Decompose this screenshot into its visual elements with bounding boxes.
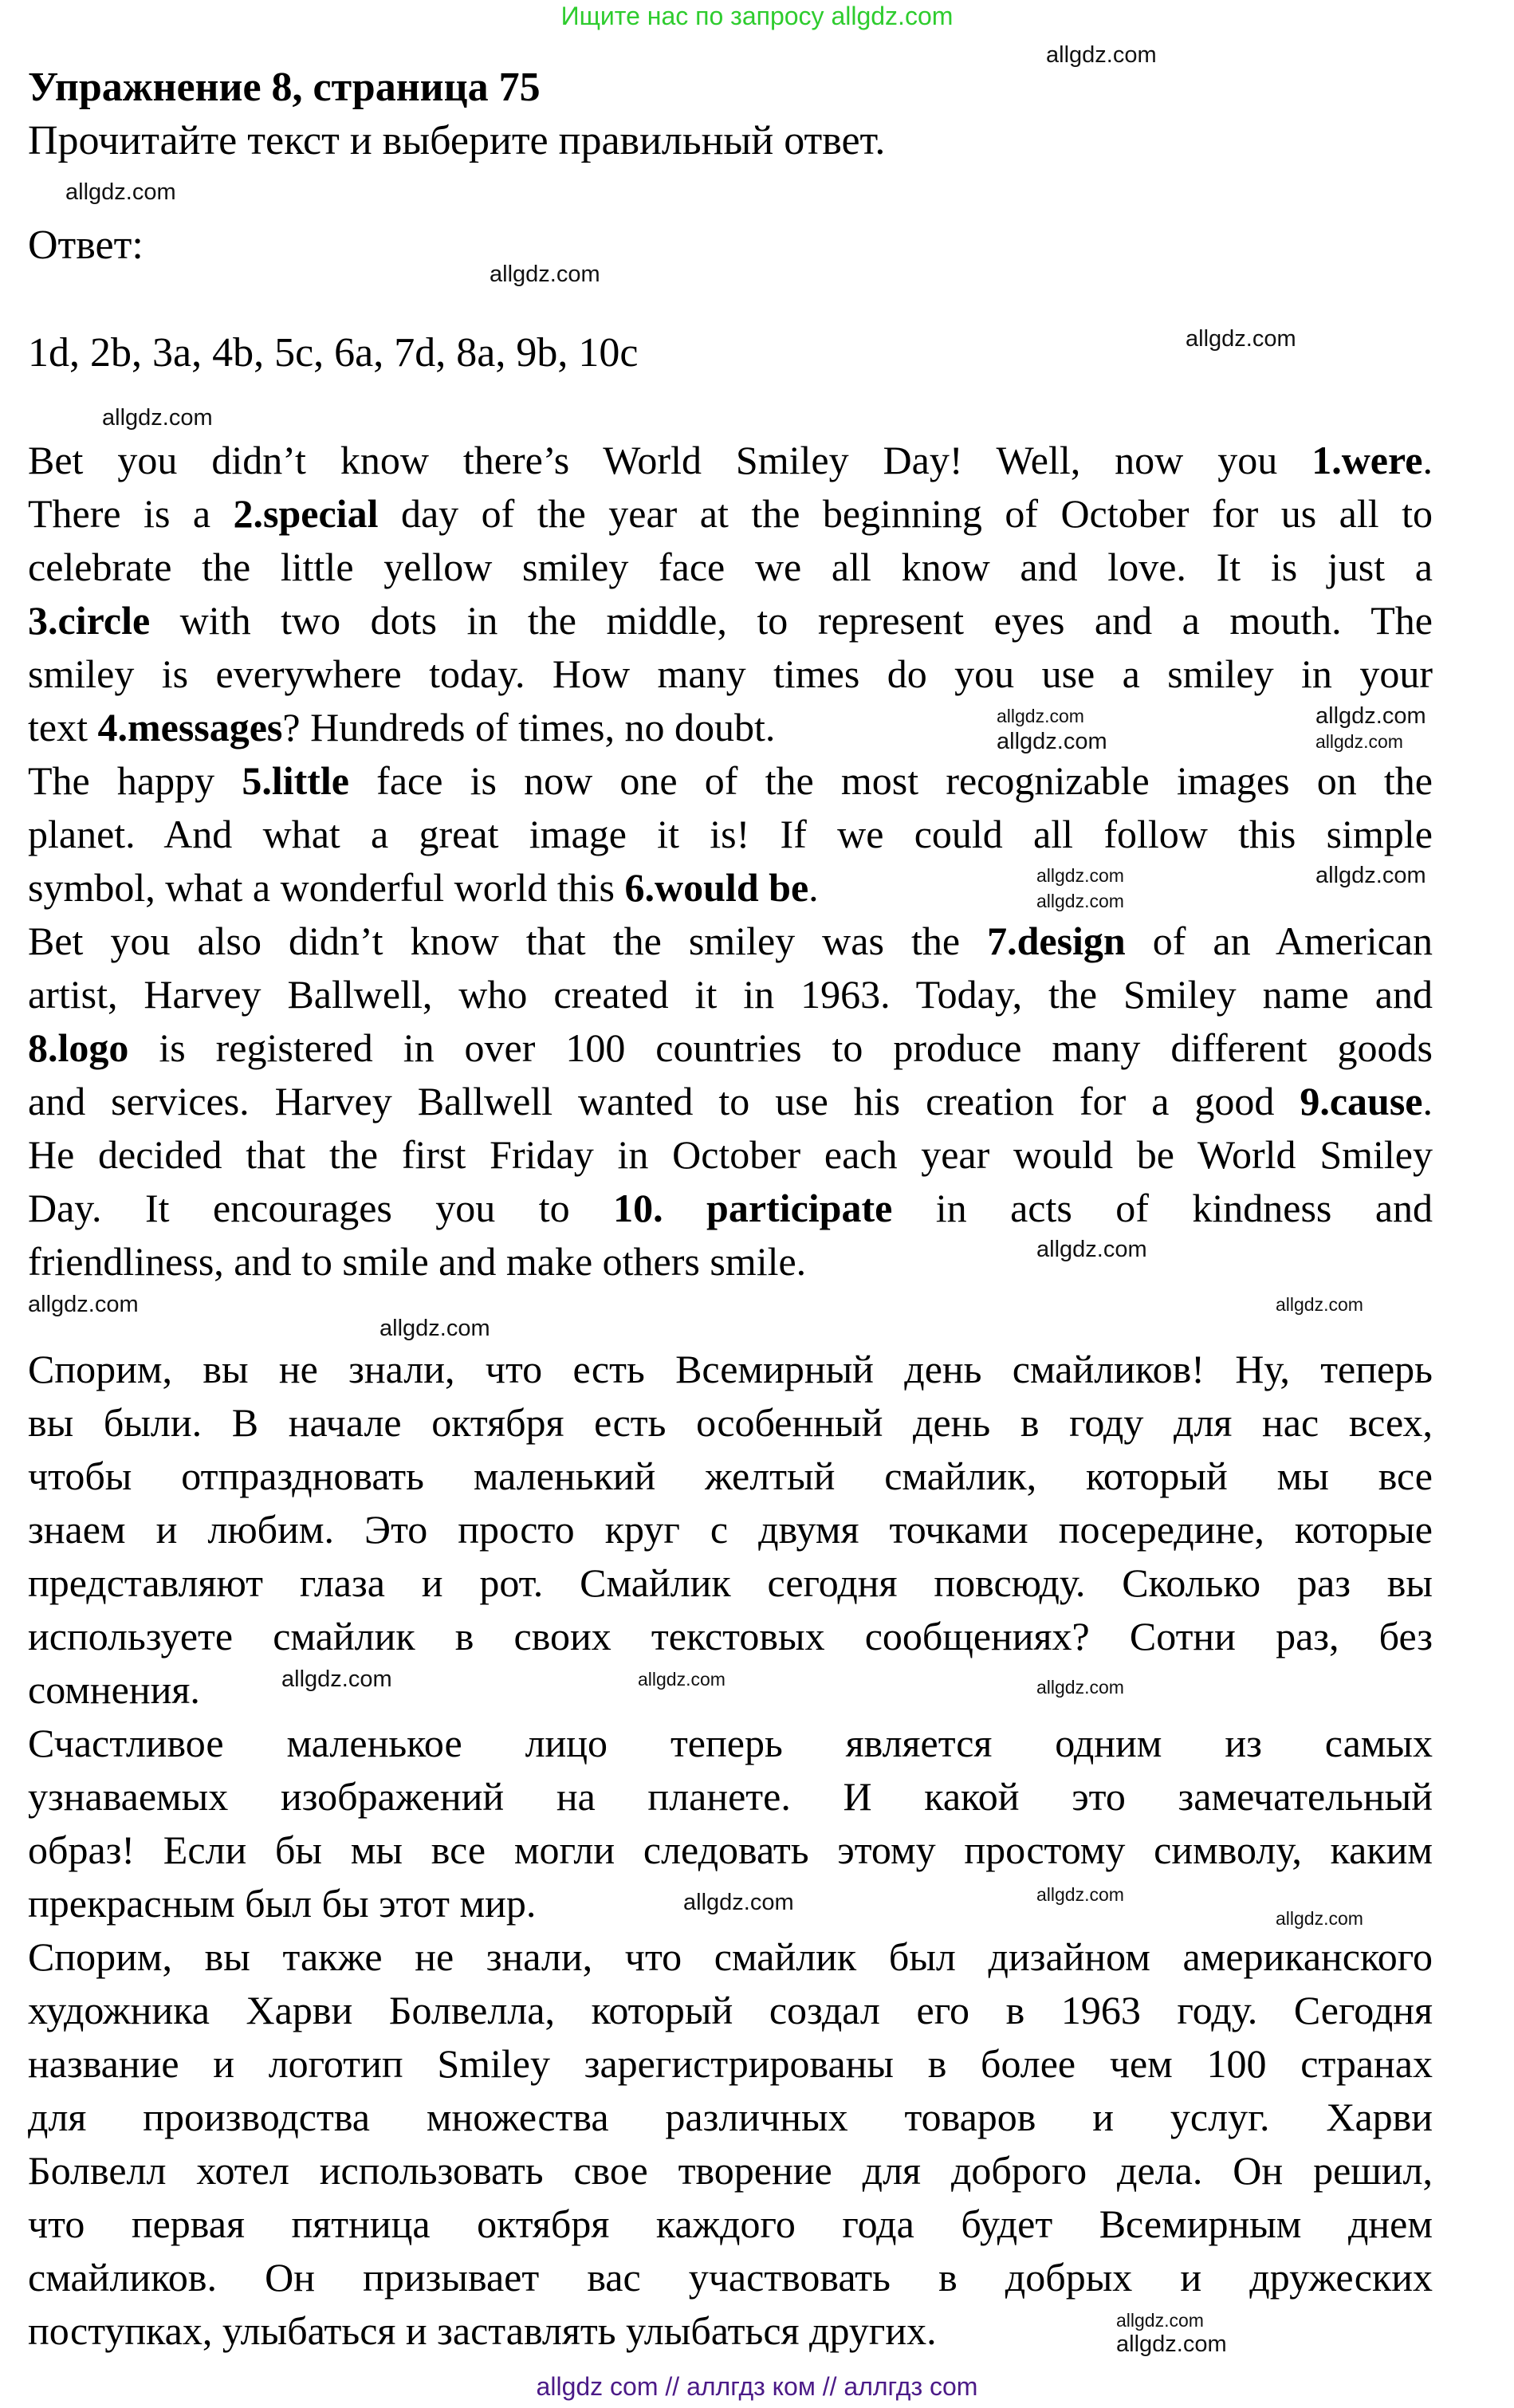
text-segment: day of the year at the beginning of October for us all to (378, 491, 1433, 536)
text-segment: представляют глаза и рот. Смайлик сегодня повсюду. Сколько раз вы (28, 1560, 1433, 1605)
watermark: allgdz.com (1116, 2310, 1204, 2331)
text-segment: Bet you didn’t know there’s World Smiley Day! Well, now you (28, 438, 1312, 482)
watermark: allgdz.com (1036, 1884, 1124, 1905)
text-line (28, 1877, 536, 1930)
text-line (28, 2091, 1433, 2144)
text-line (28, 1770, 1433, 1824)
text-line (28, 1556, 1433, 1610)
text-line (28, 2304, 937, 2358)
watermark: allgdz.com (490, 262, 600, 287)
footer-links: allgdz com // аллгдз ком // аллгдз com (536, 2372, 978, 2401)
text-segment: Day. It encourages you to (28, 1186, 614, 1230)
answer-word: 9.cause (1300, 1079, 1423, 1123)
text-segment: artist, Harvey Ballwell, who created it in 1963. Today, the Smiley name and (28, 972, 1433, 1017)
text-segment: . (1422, 438, 1433, 482)
text-line (28, 754, 1433, 808)
text-segment: художника Харви Болвелла, который создал его в 1963 году. Сегодня (28, 1988, 1433, 2032)
text-segment: Болвелл хотел использовать свое творение для доброго дела. Он решил, (28, 2148, 1433, 2193)
watermark: allgdz.com (1036, 865, 1124, 886)
answer-word: 4.messages (97, 705, 283, 750)
text-segment: face is now one of the most recognizable images on the (348, 758, 1433, 803)
text-segment: знаем и любим. Это просто круг с двумя точками посередине, которые (28, 1507, 1433, 1552)
answer-label: Ответ: (28, 222, 144, 268)
text-segment: celebrate the little yellow smiley face we all know and love. It is just a (28, 545, 1433, 589)
text-segment: ? Hundreds of times, no doubt. (282, 705, 776, 750)
text-line (28, 1343, 1433, 1396)
text-segment: для производства множества различных товаров и услуг. Харви (28, 2095, 1433, 2139)
text-line (28, 1663, 200, 1717)
text-segment: text (28, 705, 98, 750)
text-line (28, 1182, 1433, 1235)
text-segment: Счастливое маленькое лицо теперь является одним из самых (28, 1721, 1433, 1765)
watermark: allgdz.com (997, 729, 1107, 754)
text-segment: чтобы отпраздновать маленький желтый смайлик, который мы все (28, 1454, 1433, 1498)
watermark: allgdz.com (1276, 1908, 1363, 1929)
answer-word: 6.would be (624, 865, 809, 910)
text-segment: Спорим, вы не знали, что есть Всемирный день смайликов! Ну, теперь (28, 1347, 1433, 1391)
text-segment: of an American (1125, 919, 1433, 963)
answer-word: 8.logo (28, 1025, 129, 1070)
text-line (28, 1450, 1433, 1503)
text-segment: . (808, 865, 819, 910)
text-line (28, 701, 775, 754)
watermark: allgdz.com (281, 1666, 392, 1692)
watermark: allgdz.com (28, 1292, 139, 1317)
text-line (28, 808, 1433, 861)
watermark: allgdz.com (1116, 2331, 1227, 2357)
text-segment: сомнения. (28, 1667, 200, 1712)
text-segment: образ! Если бы мы все могли следовать этому простому символу, каким (28, 1828, 1433, 1872)
answer-word: 1.were (1311, 438, 1423, 482)
text-line (28, 1824, 1433, 1877)
text-line (28, 2251, 1433, 2304)
text-segment: friendliness, and to smile and make others smile. (28, 1239, 807, 1284)
watermark: allgdz.com (102, 405, 213, 431)
text-segment: The happy (28, 758, 242, 803)
text-segment: with two dots in the middle, to represent eyes and a mouth. The (150, 598, 1433, 643)
text-line (28, 541, 1433, 594)
answer-word: 2.special (233, 491, 379, 536)
watermark: allgdz.com (1036, 891, 1124, 911)
watermark: allgdz.com (1315, 703, 1426, 729)
watermark: allgdz.com (1186, 326, 1296, 352)
text-segment: . (1422, 1079, 1433, 1123)
watermark: allgdz.com (683, 1890, 794, 1915)
text-segment: используете смайлик в своих текстовых сообщениях? Сотни раз, без (28, 1614, 1433, 1658)
text-line (28, 1075, 1433, 1128)
text-segment: поступках, улыбаться и заставлять улыбаться других. (28, 2308, 937, 2353)
text-segment: узнаваемых изображений на планете. И какой это замечательный (28, 1774, 1433, 1819)
text-line (28, 1930, 1433, 1984)
watermark: allgdz.com (638, 1669, 726, 1690)
watermark: allgdz.com (379, 1316, 490, 1341)
text-segment: Bet you also didn’t know that the smiley was the (28, 919, 988, 963)
text-line (28, 1021, 1433, 1075)
answer-word: 10. participate (613, 1186, 893, 1230)
text-line (28, 1396, 1433, 1450)
text-segment: smiley is everywhere today. How many times do you use a smiley in your (28, 651, 1433, 696)
text-line (28, 968, 1433, 1021)
search-banner: Ищите нас по запросу allgdz.com (560, 2, 954, 30)
answer-word: 7.design (987, 919, 1126, 963)
text-segment: что первая пятница октября каждого года будет Всемирным днем (28, 2201, 1433, 2246)
text-segment: смайликов. Он призывает вас участвовать в добрых и дружеских (28, 2255, 1433, 2300)
text-segment: symbol, what a wonderful world this (28, 865, 625, 910)
answer-word: 3.circle (28, 598, 151, 643)
watermark: allgdz.com (1276, 1294, 1363, 1315)
text-line (28, 2144, 1433, 2197)
text-line (28, 1503, 1433, 1556)
answer-word: 5.little (242, 758, 349, 803)
watermark: allgdz.com (65, 179, 176, 205)
text-line (28, 2197, 1433, 2251)
text-line (28, 487, 1433, 541)
text-segment: in acts of kindness and (892, 1186, 1433, 1230)
text-line (28, 2037, 1433, 2091)
text-line (28, 1610, 1433, 1663)
page-title: Упражнение 8, страница 75 (28, 65, 541, 110)
instruction: Прочитайте текст и выберите правильный ответ. (28, 118, 886, 163)
watermark: allgdz.com (1036, 1677, 1124, 1698)
text-line (28, 1128, 1433, 1182)
watermark: allgdz.com (1315, 863, 1426, 888)
text-line (28, 861, 819, 915)
watermark: allgdz.com (1315, 731, 1403, 752)
text-line (28, 434, 1433, 487)
text-segment: вы были. В начале октября есть особенный день в году для нас всех, (28, 1400, 1433, 1445)
watermark: allgdz.com (997, 706, 1084, 726)
watermark: allgdz.com (1036, 1237, 1147, 1262)
text-segment: planet. And what a great image it is! If we could all follow this simple (28, 812, 1433, 856)
text-segment: There is a (28, 491, 234, 536)
text-segment: Спорим, вы также не знали, что смайлик был дизайном американского (28, 1934, 1433, 1979)
text-line (28, 1717, 1433, 1770)
text-segment: He decided that the first Friday in October each year would be World Smiley (28, 1132, 1433, 1177)
watermark: allgdz.com (1046, 42, 1157, 68)
text-line (28, 594, 1433, 647)
answer-key: 1d, 2b, 3a, 4b, 5c, 6a, 7d, 8a, 9b, 10c (28, 330, 639, 376)
text-segment: is registered in over 100 countries to produce many different goods (128, 1025, 1433, 1070)
text-segment: название и логотип Smiley зарегистрированы в более чем 100 странах (28, 2041, 1433, 2086)
text-line (28, 1235, 806, 1289)
text-segment: прекрасным был бы этот мир. (28, 1881, 537, 1926)
text-line (28, 915, 1433, 968)
text-line (28, 647, 1433, 701)
text-segment: and services. Harvey Ballwell wanted to use his creation for a good (28, 1079, 1300, 1123)
text-line (28, 1984, 1433, 2037)
